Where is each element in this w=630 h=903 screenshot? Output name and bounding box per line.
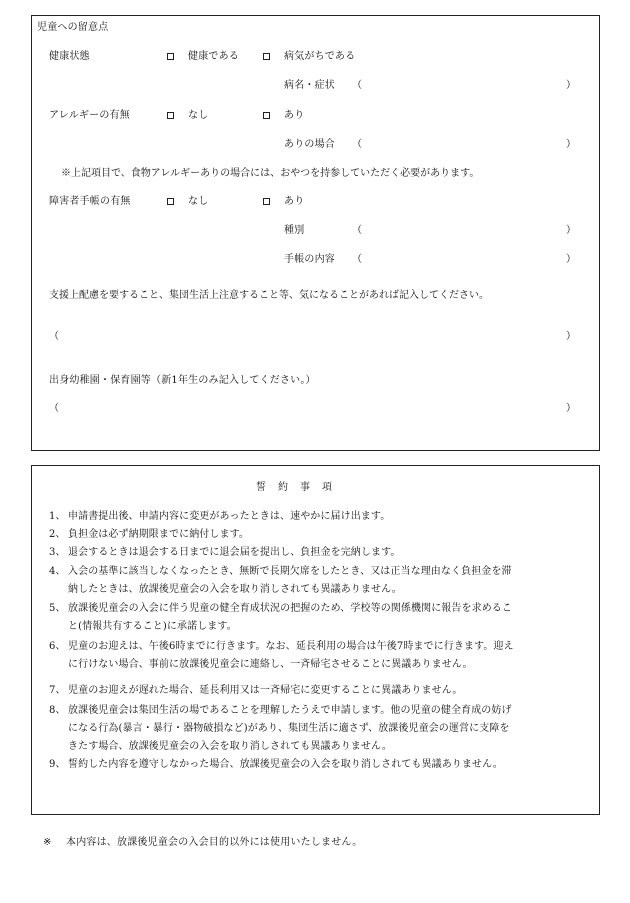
allergy-label: アレルギーの有無 bbox=[49, 110, 130, 121]
health-label: 健康状態 bbox=[49, 51, 90, 62]
disability-type-label: 種別 bbox=[284, 225, 305, 236]
health-sickly-option: 病気がちである bbox=[284, 51, 356, 62]
disability-yes-option: あり bbox=[284, 196, 305, 207]
pledge-item-text: きたす場合、放課後児童会の入会を取り消しされても異議ありません。 bbox=[68, 741, 392, 752]
kindergarten-open-paren: （ bbox=[49, 403, 60, 414]
health-sickly-checkbox[interactable] bbox=[263, 53, 270, 60]
section-title: 児童への留意点 bbox=[37, 22, 109, 33]
disability-none-checkbox[interactable] bbox=[167, 198, 174, 205]
pledge-item-text: に行けない場合、事前に放課後児童会に連絡し、一斉帰宅させることに異議ありません。 bbox=[68, 659, 473, 670]
pledge-item bbox=[49, 563, 512, 599]
illness-label: 病名・症状 bbox=[284, 80, 335, 91]
pledge-item bbox=[49, 638, 514, 674]
pledge-item-text: 申請書提出後、申請内容に変更があったときは、速やかに届け出ます。 bbox=[68, 511, 391, 522]
support-close-paren: ） bbox=[566, 331, 577, 342]
pledge-item-text: 退会するときは退会する日までに退会届を提出し、負担金を完納します。 bbox=[68, 547, 401, 558]
pledge-item-text: になる行為(暴言・暴行・器物破損など)があり、集団生活に適さず、放課後児童会の運営に支障を bbox=[68, 723, 510, 734]
pledge-item-number: 3、 bbox=[49, 547, 66, 558]
pledge-item-number: 1、 bbox=[49, 511, 66, 522]
pledge-item-text: 誓約した内容を遵守しなかった場合、放課後児童会の入会を取り消しされても異議ありません。 bbox=[68, 759, 503, 770]
footer-mark: ※ bbox=[43, 837, 52, 848]
support-prompt: 支援上配慮を要すること、集団生活上注意すること等、気になることがあれば記入してください。 bbox=[49, 290, 489, 301]
footer-note: 本内容は、放課後児童会の入会目的以外には使用いたしません。 bbox=[66, 837, 363, 848]
allergy-yes-option: あり bbox=[284, 110, 305, 121]
pledge-item-number: 2、 bbox=[49, 529, 66, 540]
pledge-item-text: 放課後児童会は集団生活の場であることを理解したうえで申請します。他の児童の健全育成の妨げ bbox=[68, 705, 512, 716]
support-open-paren: （ bbox=[49, 331, 60, 342]
pledge-item-text: 入会の基準に該当しなくなったとき、無断で長期欠席をしたとき、又は正当な理由なく負担金を滞 bbox=[68, 566, 512, 577]
allergy-close-paren: ） bbox=[566, 139, 577, 150]
pledge-item-number: 6、 bbox=[49, 641, 66, 652]
disability-type-close-paren: ） bbox=[566, 225, 577, 236]
kindergarten-prompt: 出身幼稚園・保育園等（新1年生のみ記入してください。） bbox=[49, 375, 316, 386]
allergy-none-option: なし bbox=[188, 110, 209, 121]
disability-yes-checkbox[interactable] bbox=[263, 198, 270, 205]
health-healthy-option: 健康である bbox=[188, 51, 239, 62]
pledge-item bbox=[49, 526, 249, 544]
allergy-yes-checkbox[interactable] bbox=[263, 112, 270, 119]
allergy-open-paren: （ bbox=[352, 139, 363, 150]
allergy-detail-label: ありの場合 bbox=[284, 139, 335, 150]
pledge-item-number: 8、 bbox=[49, 705, 66, 716]
pledge-item-number: 4、 bbox=[49, 566, 66, 577]
disability-type-open-paren: （ bbox=[352, 225, 363, 236]
disability-content-label: 手帳の内容 bbox=[284, 254, 335, 265]
pledge-item bbox=[49, 702, 512, 756]
illness-close-paren: ） bbox=[566, 80, 577, 91]
disability-content-open-paren: （ bbox=[352, 254, 363, 265]
pledge-item bbox=[49, 682, 463, 700]
pledge-item-text: 負担金は必ず納期限までに納付します。 bbox=[68, 529, 249, 540]
pledge-item-text: 児童のお迎えが遅れた場合、延長利用又は一斉帰宅に変更することに異議ありません。 bbox=[68, 685, 463, 696]
pledge-item bbox=[49, 756, 503, 774]
pledge-item-text: と(情報共有すること)に承諾します。 bbox=[68, 621, 237, 632]
pledge-item-text: 放課後児童会の入会に伴う児童の健全育成状況の把握のため、学校等の関係機関に報告を求めるこ bbox=[68, 603, 512, 614]
illness-open-paren: （ bbox=[352, 80, 363, 91]
pledge-item-text: 納したときは、放課後児童会の入会を取り消しされても異議ありません。 bbox=[68, 584, 402, 595]
kindergarten-close-paren: ） bbox=[566, 403, 577, 414]
pledge-item bbox=[49, 544, 401, 562]
pledge-item bbox=[49, 600, 512, 636]
disability-content-close-paren: ） bbox=[566, 254, 577, 265]
allergy-none-checkbox[interactable] bbox=[167, 112, 174, 119]
pledge-item-number: 9、 bbox=[49, 759, 66, 770]
disability-none-option: なし bbox=[188, 196, 209, 207]
disability-label: 障害者手帳の有無 bbox=[49, 196, 131, 207]
pledge-item-number: 5、 bbox=[49, 603, 66, 614]
pledge-item-text: 児童のお迎えは、午後6時までに行きます。なお、延長利用の場合は午後7時までに行きます。迎え bbox=[68, 641, 514, 652]
health-healthy-checkbox[interactable] bbox=[167, 53, 174, 60]
pledge-title: 誓 約 事 項 bbox=[256, 482, 333, 493]
pledge-item-number: 7、 bbox=[49, 685, 66, 696]
allergy-note: ※上記項目で、食物アレルギーありの場合には、おやつを持参していただく必要があります。 bbox=[61, 168, 480, 179]
pledge-item bbox=[49, 508, 390, 526]
